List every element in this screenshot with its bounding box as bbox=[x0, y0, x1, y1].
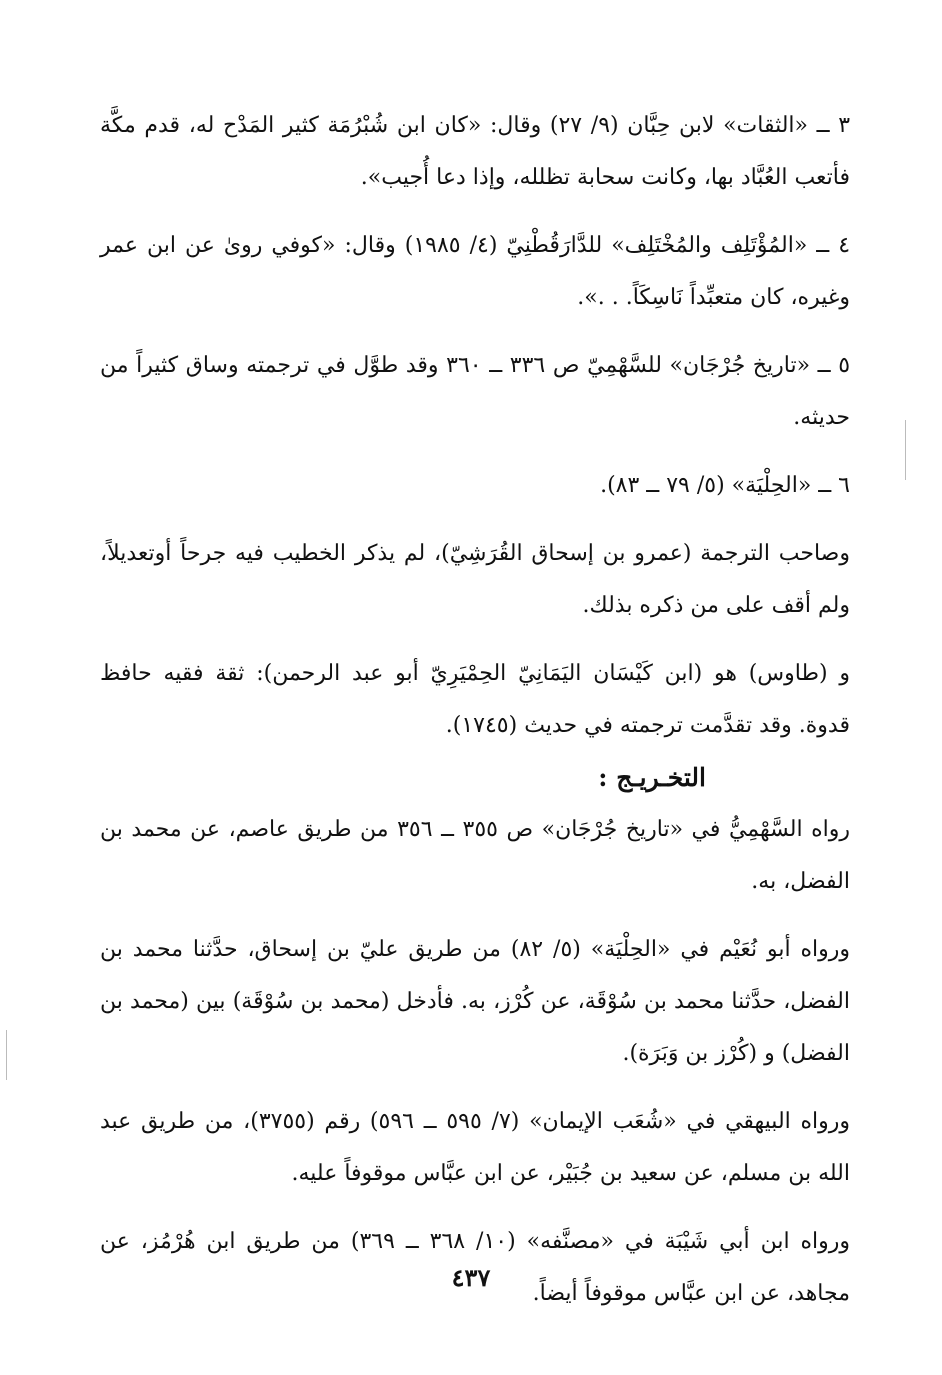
takhrij-paragraph-2: ورواه أبو نُعَيْم في «الحِلْيَة» (٥/ ٨٢) من طريق عليّ بن إسحاق، حدَّثنا محمد بن الفضل، حدَّثنا محمد بن سُوْقَة، عن كُرْز، به. فأدخل (محمد بن سُوْقَة) بين (محمد بن الفضل) و (كُرْز بن وَبَرَة). bbox=[100, 937, 851, 1066]
footnote-4: ٤ ــ «المُؤْتَلِف والمُخْتَلِف» للدَّارَقُطْنِيّ (٤/ ١٩٨٥) وقال: «كوفي روىٰ عن ابن عمر وغيره، كان متعبِّداً نَاسِكَاً. . .». bbox=[100, 233, 851, 310]
takhrij-paragraph-3: ورواه البيهقي في «شُعَب الإيمان» (٧/ ٥٩٥ ــ ٥٩٦) رقم (٣٧٥٥)، من طريق عبد الله بن مسلم، عن سعيد بن جُبَيْر، عن ابن عبَّاس موقوفاً عليه. bbox=[100, 1109, 851, 1186]
takhrij-paragraph-4: ورواه ابن أبي شَيْبَة في «مصنَّفه» (١٠/ ٣٦٨ ــ ٣٦٩) من طريق ابن هُرْمُز، عن مجاهد، عن ابن عبَّاس موقوفاً أيضاً. bbox=[100, 1229, 850, 1306]
takhrij-heading: التخـريـج : bbox=[598, 763, 706, 792]
page-body bbox=[100, 100, 850, 1320]
takhrij-paragraph-1: رواه السَّهْمِيُّ في «تاريخ جُرْجَان» ص ٣٥٥ ــ ٣٥٦ من طريق عاصم، عن محمد بن الفضل، به. bbox=[100, 817, 851, 894]
left-margin-mark bbox=[6, 1030, 7, 1080]
footnote-6: ٦ ــ «الحِلْيَة» (٥/ ٧٩ ــ ٨٣). bbox=[600, 473, 850, 498]
footnote-3: ٣ ــ «الثقات» لابن حِبَّان (٩/ ٢٧) وقال: «كان ابن شُبْرُمَة كثير المَدْح له، قدم مكَّة فأتعب العُبَّاد بها، وكانت سحابة تظلله، وإذا دعا أُجيب». bbox=[100, 113, 851, 190]
right-margin-mark bbox=[905, 420, 906, 480]
footnote-5: ٥ ــ «تاريخ جُرْجَان» للسَّهْمِيّ ص ٣٣٦ ــ ٣٦٠ وقد طوَّل في ترجمته وساق كثيراً من حديثه. bbox=[100, 353, 851, 430]
narrator-note-paragraph: وصاحب الترجمة (عمرو بن إسحاق القُرَشِيّ)، لم يذكر الخطيب فيه جرحاً أوتعديلاً، ولم أقف على من ذكره بذلك. bbox=[100, 541, 850, 618]
page-number: ٤٣٧ bbox=[451, 1263, 491, 1292]
tawus-note-paragraph: و (طاوس) هو (ابن كَيْسَان اليَمَانِيّ الحِمْيَرِيّ أبو عبد الرحمن): ثقة فقيه حافظ قدوة. وقد تقدَّمت ترجمته في حديث (١٧٤٥). bbox=[100, 661, 850, 738]
